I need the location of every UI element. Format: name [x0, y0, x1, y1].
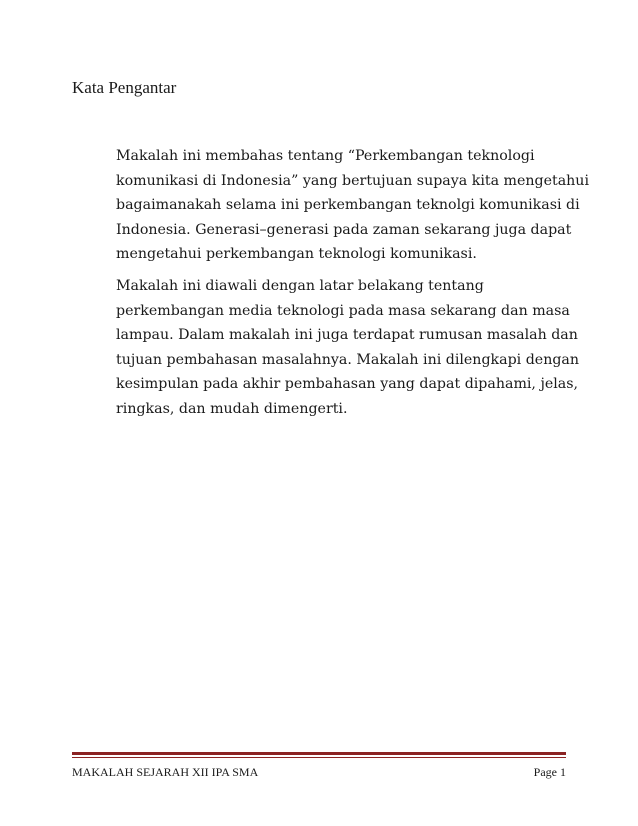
text-line: lampau. Dalam makalah ini juga terdapat rumusan masalah dan	[116, 327, 578, 344]
page-title: Kata Pengantar	[72, 78, 177, 97]
text-line: Makalah ini membahas tentang “Perkembangan teknologi	[116, 148, 535, 164]
text-line: Makalah ini diawali dengan latar belakang tentang	[116, 277, 484, 294]
page-footer	[72, 752, 566, 780]
footer-row	[72, 765, 566, 780]
paragraph-outline	[72, 274, 580, 422]
paragraph-intro	[72, 144, 589, 267]
text-line: bagaimanakah selama ini perkembangan teknolgi komunikasi di	[116, 197, 580, 214]
footer-rule-thick	[72, 752, 566, 755]
footer-rule-thin	[72, 757, 566, 758]
text-line: ringkas, dan mudah dimengerti.	[116, 400, 348, 417]
footer-document-title: MAKALAH SEJARAH XII IPA SMA	[72, 765, 259, 779]
text-line: tujuan pembahasan masalahnya. Makalah ini dilengkapi dengan	[116, 351, 580, 368]
page-number: Page 1	[533, 765, 566, 779]
text-line: kesimpulan pada akhir pembahasan yang dapat dipahami, jelas,	[116, 376, 579, 393]
text-line: mengetahui perkembangan teknologi komunikasi.	[116, 246, 477, 263]
text-line: perkembangan media teknologi pada masa sekarang dan masa	[116, 302, 570, 319]
text-line: komunikasi di Indonesia” yang bertujuan supaya kita mengetahui	[116, 172, 589, 189]
text-line: Indonesia. Generasi–generasi pada zaman sekarang juga dapat	[116, 221, 572, 238]
document-body	[72, 144, 589, 422]
